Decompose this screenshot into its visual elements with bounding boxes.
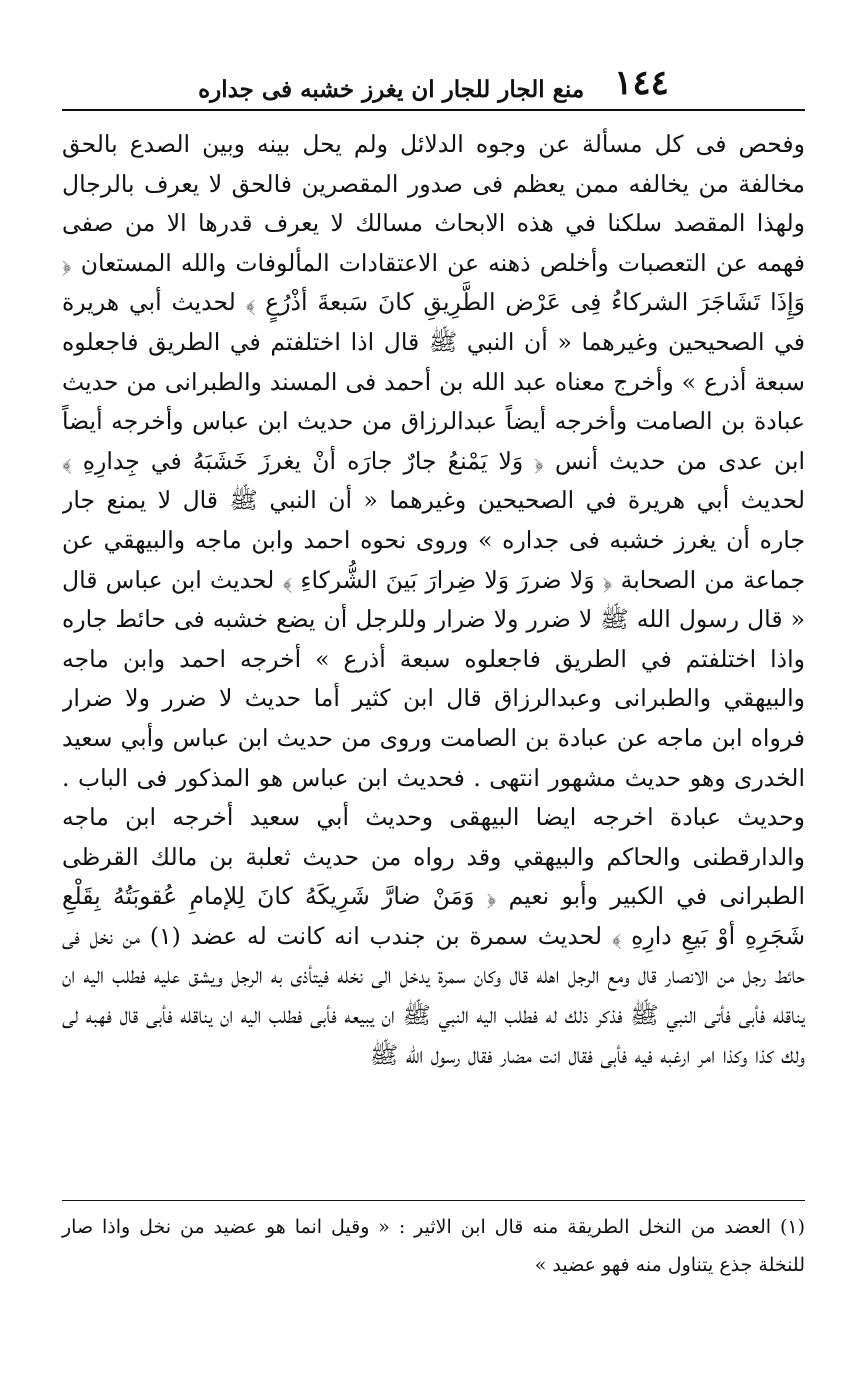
body-paragraph: وفحص فى كل مسألة عن وجوه الدلائل ولم يحل بينه وبين الصدع بالحق مخالفة من يخالفه ممن يعظم فى صدور المقصرين فالحق لا يعرف بالرجال ولهذا المقصد سلكنا في هذه الابحاث مسالك لا يعرف قدرها الا من صفى فهمه عن التعصبات وأخلص ذهنه عن الاعتقادات المألوفات والله المستعان ﴿ وَإِذَا تَشَاجَرَ الشركاءُ فِى عَرْض الطَّرِيقِ كانَ سَبعةَ أذْرُعٍ ﴾ لحديث أبي هريرة في الصحيحين وغيرهما « أن النبي ﷺ قال اذا اختلفتم في الطريق فاجعلوه سبعة أذرع » وأخرج معناه عبد الله بن أحمد فى المسند والطبرانى من حديث عبادة بن الصامت وأخرجه أيضاً عبدالرزاق من حديث ابن عباس وأخرجه أيضاً ابن عدى من حديث أنس ﴿ وَلا يَمْنعُ جارٌ جارَه أنْ يغرزَ خَشَبَهُ في جِدارِهِ ﴾ لحديث أبي هريرة في الصحيحين وغيرهما « أن النبي ﷺ قال لا يمنع جار جاره أن يغرز خشبه فى جداره » وروى نحوه احمد وابن ماجه والبيهقي عن جماعة من الصحابة ﴿ وَلا ضررَ وَلا ضِرارَ بَينَ الشُّركاءِ ﴾ لحديث ابن عباس قال « قال رسول الله ﷺ لا ضرر ولا ضرار وللرجل أن يضع خشبه فى حائط جاره واذا اختلفتم في الطريق فاجعلوه سبعة أذرع » أخرجه احمد وابن ماجه والبيهقي والطبرانى وعبدالرزاق قال ابن كثير أما حديث لا ضرر ولا ضرار فرواه ابن ماجه عن عبادة بن الصامت وروى من حديث ابن عباس وأبي سعيد الخدرى وهو حديث مشهور انتهى . فحديث ابن عباس هو المذكور فى الباب . وحديث عبادة اخرجه ايضا البيهقى وحديث أبي سعيد أخرجه ابن ماجه والدارقطنى والحاكم والبيهقي وقد رواه من حديث ثعلبة بن مالك القرظى الطبرانى في الكبير وأبو نعيم ﴿ وَمَنْ ضارَّ شَرِيكَهُ كانَ لِلإمامِ عُقوبَتُهُ بِقَلْعِ شَجَرِهِ أوْ بَيعِ دارِهِ ﴾ لحديث سمرة بن جندب انه كانت له عضد (١) من نخل فى حائط رجل من الانصار قال ومع الرجل اهله قال وكان سمرة يدخل الى نخله فيتأذى به الرجل ويشق عليه فطلب اليه ان يناقله فأبى فأتى النبي ﷺ فذكر ذلك له فطلب اليه النبي ﷺ ان يبيعه فأبى فطلب اليه ان يناقله فأبى قال فهبه لى ولك كذا وكذا امر ارغبه فيه فأبى فقال انت مضار فقال رسول الله ﷺ [62, 130, 805, 1069]
body-text [62, 125, 805, 1165]
page-header [62, 55, 805, 111]
footnote: (١) العضد من النخل الطريقة منه قال ابن الاثير : « وقيل انما هو عضيد من نخل واذا صار للنخلة جذع يتناول منه فهو عضيد » [62, 1216, 805, 1276]
page-number: ١٤٤ [614, 63, 669, 103]
running-title: منع الجار للجار ان يغرز خشبه فى جداره [198, 76, 585, 103]
footnote-divider [62, 1200, 805, 1201]
footnotes [62, 1208, 805, 1284]
